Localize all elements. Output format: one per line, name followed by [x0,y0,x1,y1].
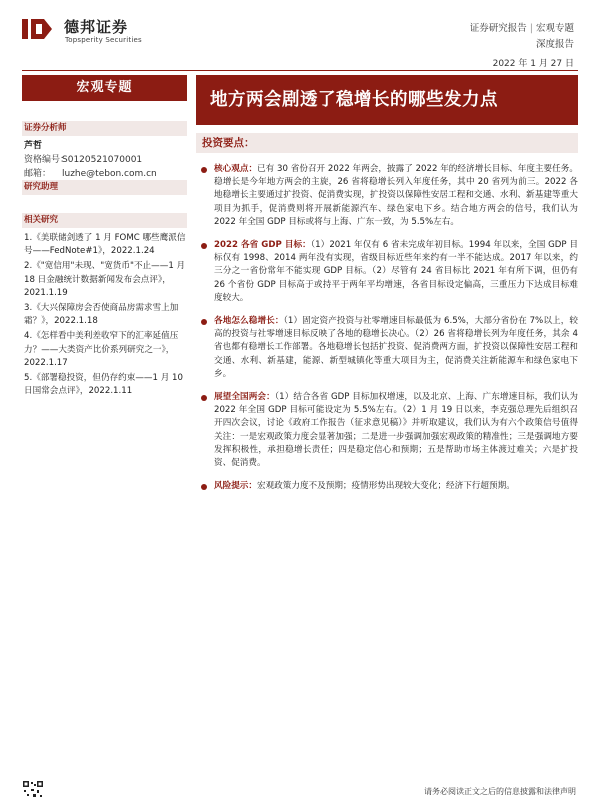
investment-points-heading: 投资要点： [196,133,578,153]
analyst-email [24,166,157,179]
legal-disclaimer: 请务必阅读正文之后的信息披露和法律声明 [424,787,576,796]
bullet-dot-icon [201,395,207,401]
point-lead: 风险提示： [214,481,257,492]
header-divider [22,70,578,71]
report-type-line [470,20,574,34]
point-lead: 各地怎么稳增长： [214,316,284,327]
related-item[interactable]: 3.《大兴保障房会否使商品房需求雪上加霜？》，2022.1.18 [24,303,179,327]
qr-code-icon [22,780,44,800]
point-core-view [200,163,578,229]
investment-points-list [200,163,578,503]
related-item[interactable]: 5.《部署稳投资，但仍存约束——1 月 10 日国常会点评》，2022.1.11 [24,373,183,397]
related-item[interactable]: 1.《美联储剑透了 1 月 FOMC 哪些鹰派信号——FedNote#1》，2022.1.24 [24,233,186,257]
point-lead: 2022 各省 GDP 目标： [214,240,311,251]
report-title: 地方两会剧透了稳增长的哪些发力点 [196,75,578,125]
topic-label: 宏观专题 [22,75,187,101]
tebon-logo-icon [22,17,60,41]
email-label: 邮箱： [24,169,52,179]
point-text: （1）固定资产投资与社零增速目标最低为 6.5%，大部分省份在 7%以上，较高的投资与社零增速目标反映了各地的稳增长决心。（2）26 省将稳增长列为年度任务，其余 4 省也都有稳增长工作部署。各地稳增长包括扩投资、促消费两方面，扩投资以保障性安居工程和交通、水利、新基建，能源、新型城镇化等重大项目为主，促消费关注新能源车和绿色家电下乡。 [214,316,578,379]
point-risk [200,480,578,493]
bullet-dot-icon [201,319,207,325]
assistant-section-heading: 研究助理 [22,180,187,195]
email-link[interactable]: luzhe@tebon.com.cn [62,169,157,179]
related-section-heading: 相关研究 [22,213,187,228]
license-number: S0120521070001 [62,155,143,165]
analyst-license [24,152,142,165]
bullet-dot-icon [201,243,207,249]
point-stabilize-growth [200,315,578,381]
point-text: 宏观政策力度不及预期；疫情形势出现较大变化；经济下行超预期。 [256,481,515,492]
separator: | [529,23,533,34]
related-research-list [24,232,194,400]
related-item[interactable]: 4.《怎样看中美利差收窄下的汇率延值压力？——大类资产比价系列研究之一》，2022.1.17 [24,331,179,368]
point-text: （1）结合各省 GDP 目标加权增速，以及北京、上海、广东增速目标，我们认为 2022 年全国 GDP 目标可能设定为 5.5%左右。（2）1 月 19 日以来，李克强总理先后组织召开四次会议，讨论《政府工作报告（征求意见稿）》并听取建议，我们认为有六个政策信号值得关注：一是宏观政策力度会显著加强；二是进一步强调加强宏观政策的精准性；三是强调地方要发挥积极性，承担稳增长责任；四是稳定信心和预期；五是帮助市场主体渡过难关；六是扩投资、促消费。 [214,392,578,469]
bullet-dot-icon [201,167,207,173]
report-type: 证券研究报告 [469,23,527,34]
analyst-name: 芦哲 [24,141,43,151]
point-lead: 展望全国两会： [214,392,275,403]
license-label: 资格编号： [24,155,70,165]
report-date: 2022 年 1 月 27 日 [492,59,574,69]
point-text: 已有 30 省份召开 2022 年两会，披露了 2022 年的经济增长目标、年度主要任务。稳增长是今年地方两会的主旋，26 省将稳增长列入年度任务，其中 20 省列为前三。2022 各地稳增长主要通过扩投资、促消费实现，扩投资以保障性安居工程和交通、水利、新基建等重大项目为抓手，促消费则将开展新能源汽车、绿色家电下乡。结合地方两会的信号，我们认为 2022 年全国 GDP 目标或将与上海、广东一致，为 5.5%左右。 [214,164,578,227]
analyst-section-heading: 证券分析师 [22,121,187,136]
logo-text-cn: 德邦证券 [64,18,129,36]
point-gdp-targets [200,239,578,305]
point-text: （1）2021 年仅有 6 省未完成年初目标。1994 年以来，全国 GDP 目标仅有 1998、2014 两年没有实现，省级目标近些年来约有一半不能达成。2017 年以来，约三分之一省份常年不能实现 GDP 目标。（2）尽管有 24 省目标比 2021 年有所下调，但仍有 26 个省份 GDP 目标高于或持平于两年平均增速，各省目标设定偏高，三重压力下达成目标难度较大。 [214,240,578,303]
report-category: 宏观专题 [535,23,574,34]
report-subtype: 深度报告 [535,39,574,50]
point-lead: 核心观点： [214,164,258,174]
logo-text-en: Topsperity Securities [65,36,142,44]
related-item[interactable]: 2.《"宽信用"未现、"宽货币"不止——1 月 18 日金融统计数据新闻发布会点评》，2021.1.19 [24,261,186,298]
bullet-dot-icon [201,484,207,490]
point-outlook [200,391,578,470]
